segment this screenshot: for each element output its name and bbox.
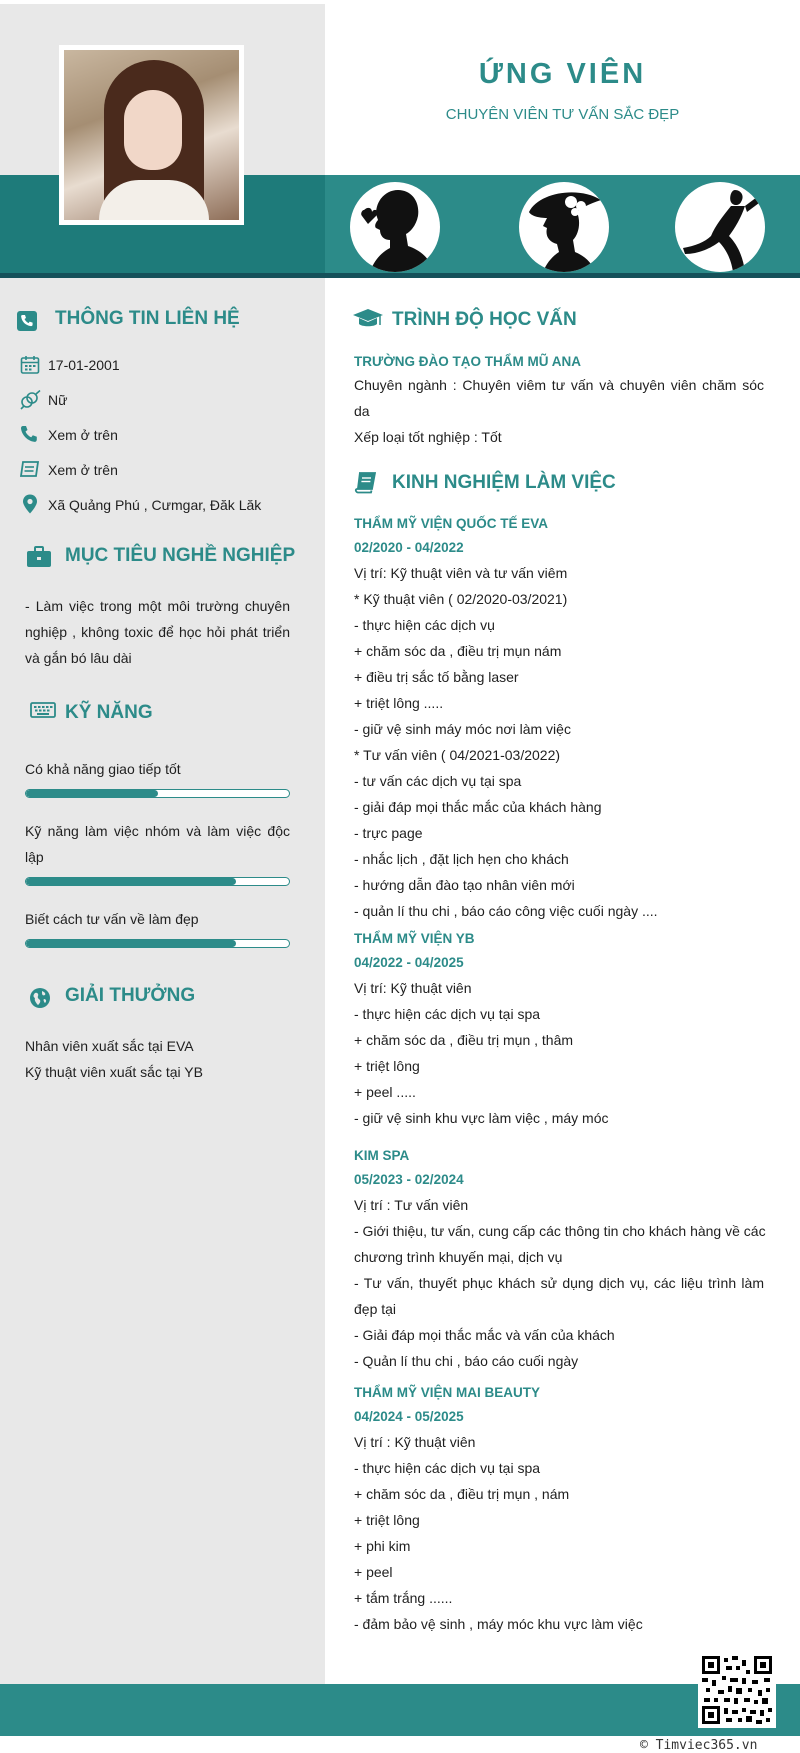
job-detail-line: - đảm bảo vệ sinh , máy móc khu vực làm việc <box>354 1616 643 1632</box>
job-detail-line: - trực page <box>354 825 423 841</box>
education-grade: Xếp loại tốt nghiệp : Tốt <box>354 429 502 445</box>
footer-band <box>0 1684 800 1736</box>
job-detail-line: * Tư vấn viên ( 04/2021-03/2022) <box>354 747 561 763</box>
skill-bar-3 <box>25 939 290 948</box>
beauty-silhouette-icon-2 <box>519 182 609 272</box>
email-icon <box>20 460 40 478</box>
education-major-line-2: da <box>354 403 370 419</box>
job-detail-line: + tắm trắng ...... <box>354 1590 453 1606</box>
address-value: Xã Quảng Phú , Cưmgar, Đăk Lăk <box>48 497 262 513</box>
skill-bar-1 <box>25 789 290 798</box>
location-icon <box>22 494 38 514</box>
job-period: 02/2020 - 04/2022 <box>354 540 464 555</box>
job-period: 05/2023 - 02/2024 <box>354 1172 464 1187</box>
job-detail-line: + triệt lông ..... <box>354 695 444 711</box>
job-detail-line: - thực hiện các dịch vụ <box>354 617 495 633</box>
job-detail-line: - thực hiện các dịch vụ tại spa <box>354 1460 541 1476</box>
skill-fill-2 <box>26 878 236 885</box>
job-detail-line: - nhắc lịch , đặt lịch hẹn cho khách <box>354 851 569 867</box>
job-company: THẨM MỸ VIỆN MAI BEAUTY <box>354 1385 541 1400</box>
job-detail-line: + chăm sóc da , điều trị mụn nám <box>354 643 562 659</box>
job-detail-line: Vị trí: Kỹ thuật viên và tư vấn viêm <box>354 565 568 581</box>
skill-label-2-line-1: Kỹ năng làm việc nhóm và làm việc độc <box>25 823 290 839</box>
job-detail-line: + chăm sóc da , điều trị mụn , thâm <box>354 1032 574 1048</box>
education-section-title: TRÌNH ĐỘ HỌC VẤN <box>392 309 577 330</box>
objective-line-2: nghiệp , không toxic để học hỏi phát triển <box>25 624 290 640</box>
phone-icon <box>16 310 38 332</box>
objective-line-1: - Làm việc trong một môi trường chuyên <box>25 598 290 614</box>
job-detail-line: - hướng dẫn đào tạo nhân viên mới <box>354 877 575 893</box>
job-detail-line: - Giải đáp mọi thắc mắc và vấn của khách <box>354 1327 615 1343</box>
awards-section-title: GIẢI THƯỞNG <box>65 985 196 1006</box>
education-school: TRƯỜNG ĐÀO TẠO THẨM MŨ ANA <box>354 354 581 369</box>
beauty-silhouette-icon-1 <box>350 182 440 272</box>
job-detail-line: - thực hiện các dịch vụ tại spa <box>354 1006 541 1022</box>
job-detail-line: Vị trí: Kỹ thuật viên <box>354 980 472 996</box>
skill-label-1: Có khả năng giao tiếp tốt <box>25 761 181 777</box>
briefcase-icon <box>26 546 52 568</box>
job-detail-line: - Tư vấn, thuyết phục khách sử dụng dịch vụ, các liệu trình làm <box>354 1275 764 1291</box>
header-band-line <box>0 273 800 278</box>
job-company: KIM SPA <box>354 1148 410 1163</box>
job-detail-line: + triệt lông <box>354 1058 420 1074</box>
contact-section-title: THÔNG TIN LIÊN HỆ <box>55 308 240 329</box>
objective-line-3: và gắn bó lâu dài <box>25 650 132 666</box>
skill-fill-1 <box>26 790 158 797</box>
job-detail-line: * Kỹ thuật viên ( 02/2020-03/2021) <box>354 591 568 607</box>
award-item-2: Kỹ thuật viên xuất sắc tại YB <box>25 1064 203 1080</box>
qr-code[interactable] <box>698 1652 776 1728</box>
job-detail-line: + triệt lông <box>354 1512 420 1528</box>
birthday-value: 17-01-2001 <box>48 357 120 373</box>
job-detail-line: - quản lí thu chi , báo cáo công việc cuối ngày .... <box>354 903 658 919</box>
candidate-name: ỨNG VIÊN <box>478 58 647 90</box>
job-detail-line: Vị trí : Kỹ thuật viên <box>354 1434 476 1450</box>
candidate-role: CHUYÊN VIÊN TƯ VẤN SẮC ĐẸP <box>445 106 680 123</box>
job-detail-line: - Quản lí thu chi , báo cáo cuối ngày <box>354 1353 579 1369</box>
job-detail-line: - giải đáp mọi thắc mắc của khách hàng <box>354 799 602 815</box>
gender-icon <box>18 390 42 410</box>
globe-icon <box>29 987 51 1009</box>
job-detail-line: - giữ vệ sinh khu vực làm việc , máy móc <box>354 1110 609 1126</box>
skill-bar-2 <box>25 877 290 886</box>
job-detail-line: + điều trị sắc tố bằng laser <box>354 669 519 685</box>
job-detail-line: đẹp tại <box>354 1301 397 1317</box>
objective-section-title: MỤC TIÊU NGHỀ NGHIỆP <box>65 545 296 566</box>
gender-value: Nữ <box>48 392 68 408</box>
job-detail-line: + peel ..... <box>354 1084 416 1100</box>
skill-label-3: Biết cách tư vấn về làm đẹp <box>25 911 199 927</box>
experience-section-title: KINH NGHIỆM LÀM VIỆC <box>392 472 616 493</box>
job-detail-line: - giữ vệ sinh máy móc nơi làm việc <box>354 721 571 737</box>
phone-small-icon <box>20 425 38 443</box>
job-detail-line: + phi kim <box>354 1538 411 1554</box>
skill-label-2-line-2: lập <box>25 849 44 865</box>
calendar-icon <box>20 355 40 375</box>
phone-value: Xem ở trên <box>48 427 118 443</box>
footer-credit: © Timviec365.vn <box>640 1738 758 1753</box>
education-major-line-1: Chuyên ngành : Chuyên viêm tư vấn và chuyên viên chăm sóc <box>354 377 764 393</box>
job-detail-line: - tư vấn các dịch vụ tại spa <box>354 773 522 789</box>
keyboard-icon <box>30 702 56 718</box>
job-period: 04/2022 - 04/2025 <box>354 955 464 970</box>
graduation-cap-icon <box>352 308 384 330</box>
skills-section-title: KỸ NĂNG <box>65 702 153 723</box>
profile-photo <box>59 45 244 225</box>
job-company: THẨM MỸ VIỆN QUỐC TẾ EVA <box>354 516 549 531</box>
job-detail-line: + chăm sóc da , điều trị mụn , nám <box>354 1486 570 1502</box>
skill-fill-3 <box>26 940 236 947</box>
job-detail-line: Vị trí : Tư vấn viên <box>354 1197 469 1213</box>
job-period: 04/2024 - 05/2025 <box>354 1409 464 1424</box>
job-detail-line: chương trình khuyến mại, dịch vụ <box>354 1249 563 1265</box>
book-icon <box>354 472 376 494</box>
job-company: THẨM MỸ VIỆN YB <box>354 931 475 946</box>
award-item-1: Nhân viên xuất sắc tại EVA <box>25 1038 194 1054</box>
job-detail-line: - Giới thiệu, tư vấn, cung cấp các thông tin cho khách hàng về các <box>354 1223 766 1239</box>
email-value: Xem ở trên <box>48 462 118 478</box>
job-detail-line: + peel <box>354 1564 393 1580</box>
beauty-silhouette-icon-3 <box>675 182 765 272</box>
